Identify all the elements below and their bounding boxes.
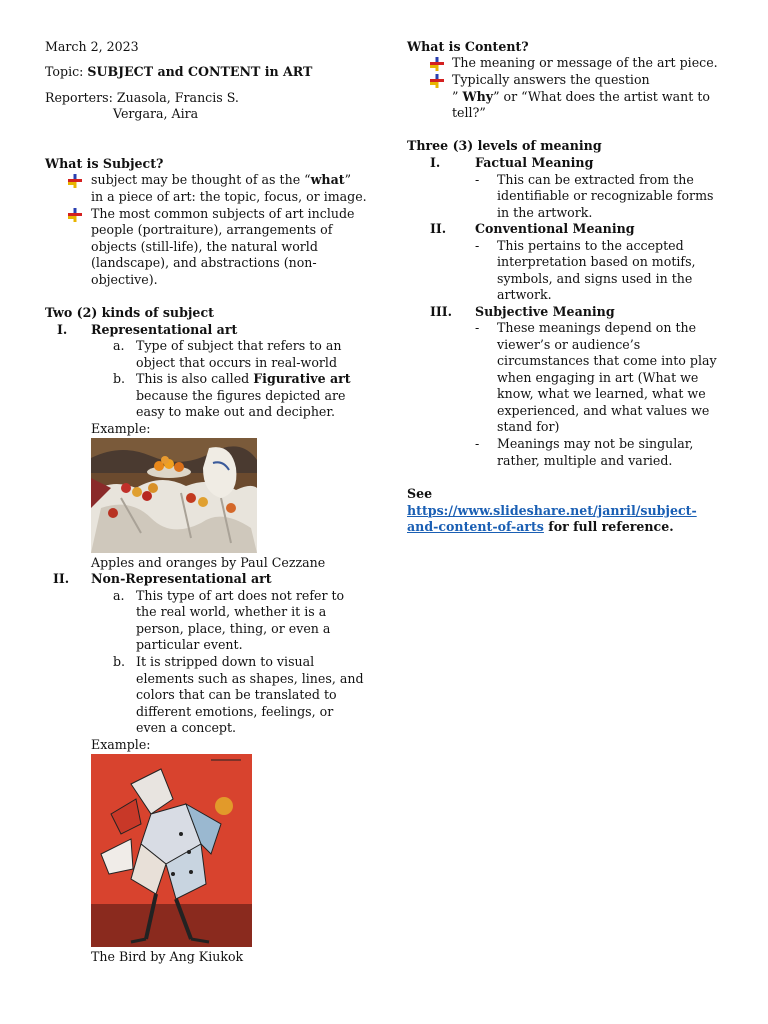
subjective-line-3: circumstances that come into play (497, 353, 717, 368)
emphasis-what: what (310, 172, 345, 187)
subject-bullet-1-line-1 (91, 172, 351, 189)
reporter-1: Zuasola, Francis S. (116, 90, 239, 105)
conventional-title: Conventional Meaning (475, 221, 635, 236)
colored-cross-bullet-icon (430, 57, 444, 71)
content-bullet-2-line-3: tell?” (452, 105, 486, 120)
nonrep-b-line-5: even a concept. (136, 720, 237, 735)
rep-b-line-2: because the figures depicted are (136, 388, 346, 403)
rep-example-label: Example: (91, 421, 151, 436)
document-date: March 2, 2023 (45, 39, 139, 54)
text-fragment: subject may be thought of as the “ (91, 172, 311, 187)
rep-a-mark: a. (113, 338, 125, 353)
subjective-line-6: experienced, and what values we (497, 403, 710, 418)
subjective-line-7: stand for) (497, 419, 560, 434)
conventional-numeral: II. (430, 221, 447, 236)
conventional-line-3: symbols, and signs used in the (497, 271, 693, 286)
rep-title: Representational art (91, 322, 238, 337)
content-bullet-1: The meaning or message of the art piece. (452, 55, 718, 70)
text-fragment: ” (452, 89, 463, 104)
nonrep-b-line-1: It is stripped down to visual (136, 654, 315, 669)
subjective-line-4: when engaging in art (What we (497, 370, 699, 385)
factual-dash: - (475, 172, 480, 187)
subjective-line-9: rather, multiple and varied. (497, 453, 673, 468)
rep-b-mark: b. (113, 371, 126, 386)
conventional-dash: - (475, 238, 480, 253)
nonrep-b-line-2: elements such as shapes, lines, and (136, 671, 364, 686)
factual-title: Factual Meaning (475, 155, 594, 170)
content-bullet-2-line-1: Typically answers the question (452, 72, 650, 87)
nonrep-numeral: II. (53, 571, 70, 586)
rep-b-line-1 (136, 371, 351, 388)
subject-bullet-2-line-5: objective). (91, 272, 158, 287)
content-bullet-2-line-2 (452, 89, 710, 106)
the-bird-painting (91, 754, 252, 947)
reference-see: See (407, 486, 433, 501)
reporter-2: Vergara, Aira (113, 106, 199, 121)
topic-line (45, 64, 312, 81)
conventional-line-4: artwork. (497, 287, 552, 302)
nonrep-b-mark: b. (113, 654, 126, 669)
apples-oranges-painting (91, 438, 257, 553)
text-fragment: ” (344, 172, 352, 187)
nonrep-a-line-1: This type of art does not refer to (136, 588, 345, 603)
factual-line-1: This can be extracted from the (497, 172, 694, 187)
subject-bullet-2-line-3: objects (still-life), the natural world (91, 239, 318, 254)
factual-line-2: identifiable or recognizable forms (497, 188, 714, 203)
subject-bullet-1-line-2: in a piece of art: the topic, focus, or image. (91, 189, 367, 204)
emphasis-figurative: Figurative art (253, 371, 351, 386)
rep-a-line-1: Type of subject that refers to an (136, 338, 342, 353)
colored-cross-bullet-icon (430, 74, 444, 88)
kinds-heading: Two (2) kinds of subject (45, 305, 214, 320)
subject-bullet-2-line-4: (landscape), and abstractions (non- (91, 255, 317, 270)
conventional-line-2: interpretation based on motifs, (497, 254, 696, 269)
nonrep-caption: The Bird by Ang Kiukok (91, 949, 244, 964)
reporters-line (45, 90, 239, 107)
rep-a-line-2: object that occurs in real-world (136, 355, 338, 370)
subjective-dash-2: - (475, 436, 480, 451)
factual-numeral: I. (430, 155, 441, 170)
conventional-line-1: This pertains to the accepted (497, 238, 684, 253)
subjective-dash-1: - (475, 320, 480, 335)
subjective-numeral: III. (430, 304, 453, 319)
text-fragment: ” or “What does the artist want to (493, 89, 710, 104)
subjective-line-1: These meanings depend on the (497, 320, 697, 335)
nonrep-title: Non-Representational art (91, 571, 272, 586)
levels-heading: Three (3) levels of meaning (407, 138, 602, 153)
nonrep-b-line-4: different emotions, feelings, or (136, 704, 334, 719)
content-heading: What is Content? (407, 39, 529, 54)
reference-tail: for full reference. (543, 519, 674, 534)
rep-b-line-3: easy to make out and decipher. (136, 404, 336, 419)
factual-line-3: in the artwork. (497, 205, 593, 220)
colored-cross-bullet-icon (68, 174, 82, 188)
topic-label: Topic: (45, 64, 88, 79)
subjective-line-8: Meanings may not be singular, (497, 436, 694, 451)
colored-cross-bullet-icon (68, 208, 82, 222)
nonrep-example-label: Example: (91, 737, 151, 752)
subjective-line-5: know, what we learned, what we (497, 386, 706, 401)
reference-link[interactable]: https://www.slideshare.net/janril/subject- (407, 503, 697, 518)
subject-heading: What is Subject? (45, 156, 164, 171)
nonrep-a-line-3: person, place, thing, or even a (136, 621, 331, 636)
subjective-title: Subjective Meaning (475, 304, 615, 319)
nonrep-a-mark: a. (113, 588, 125, 603)
rep-numeral: I. (57, 322, 68, 337)
emphasis-why: Why (462, 89, 494, 104)
reference-link-continued[interactable]: and-content-of-arts (407, 519, 544, 534)
reference-link-line-2 (407, 519, 674, 536)
reference-link-line-1[interactable] (407, 503, 697, 520)
nonrep-b-line-3: colors that can be translated to (136, 687, 337, 702)
nonrep-a-line-2: the real world, whether it is a (136, 604, 327, 619)
subjective-line-2: viewer’s or audience’s (497, 337, 641, 352)
topic-value: SUBJECT and CONTENT in ART (87, 64, 313, 79)
reporters-label: Reporters: (45, 90, 117, 105)
text-fragment: This is also called (136, 371, 254, 386)
rep-caption: Apples and oranges by Paul Cezzane (91, 555, 326, 570)
subject-bullet-2-line-1: The most common subjects of art include (91, 206, 355, 221)
subject-bullet-2-line-2: people (portraiture), arrangements of (91, 222, 333, 237)
nonrep-a-line-4: particular event. (136, 637, 243, 652)
